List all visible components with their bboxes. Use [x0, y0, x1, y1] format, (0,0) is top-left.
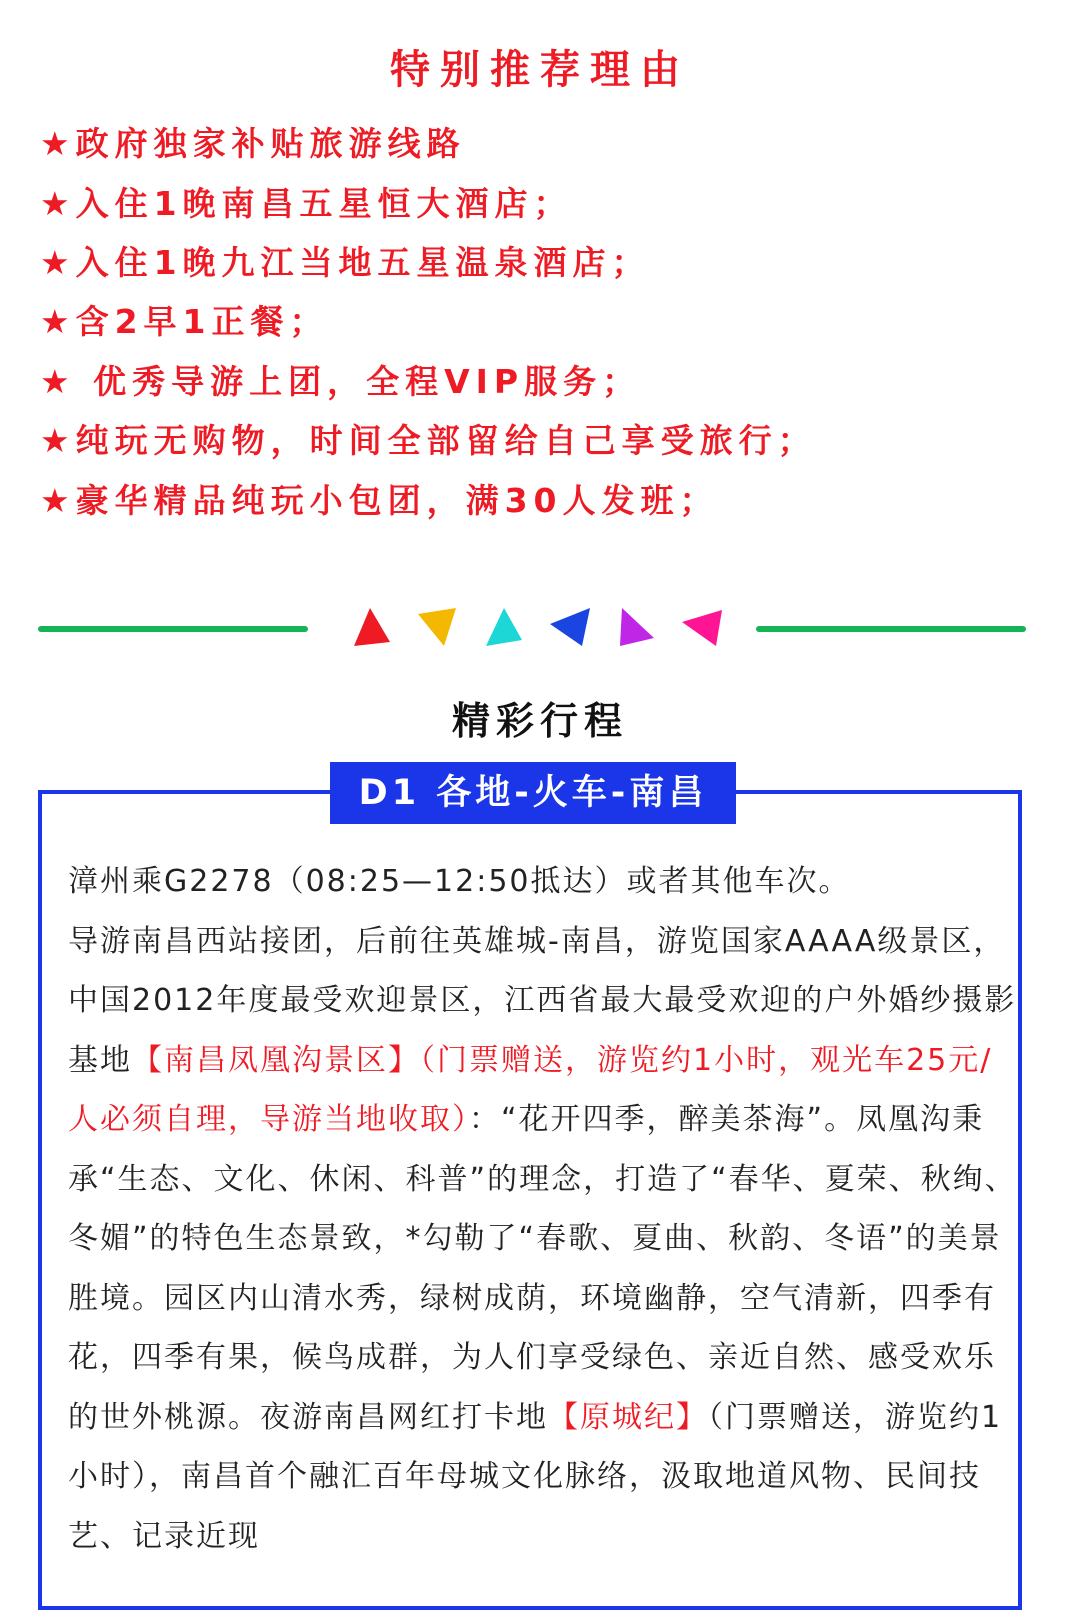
triangle-icon-pink	[680, 604, 724, 648]
reason-item: ★纯玩无购物，时间全部留给自己享受旅行；	[40, 421, 817, 460]
triangle-shape	[682, 610, 722, 646]
day-paragraph-2	[68, 912, 1018, 1567]
day-badge: D1 各地-火车-南昌	[330, 762, 736, 824]
day-text	[68, 852, 1018, 1566]
triangle-shape	[486, 608, 522, 646]
highlight-scenic-spot: 【南昌凤凰沟景区】（门票赠送，游览约1小时，观光车25元/人必须自理，导游当地收取）	[68, 1042, 993, 1137]
triangle-icon-blue	[548, 604, 592, 648]
divider-line-right	[756, 626, 1026, 632]
text-segment: ：“花开四季，醉美茶海”。凤凰沟秉承“生态、文化、休闲、科普”的理念，打造了“春华、夏荣、秋绚、冬媚”的特色生态景致，*勾勒了“春歌、夏曲、秋韵、冬语”的美景胜境。园区内山清水秀，绿树成荫，环境幽静，空气清新，四季有花，四季有果，候鸟成群，为人们享受绿色、亲近自然、感受欢乐的世外桃源。夜游南昌网红打卡地	[68, 1102, 1017, 1435]
reason-item: ★入住1晚南昌五星恒大酒店；	[40, 184, 573, 223]
triangle-shape	[418, 608, 456, 646]
reason-item: ★入住1晚九江当地五星温泉酒店；	[40, 243, 651, 282]
triangle-icon-orange	[416, 604, 460, 648]
divider-line-left	[38, 626, 308, 632]
triangle-icon-cyan	[482, 604, 526, 648]
triangle-shape	[354, 608, 390, 646]
triangle-icon-purple	[614, 604, 658, 648]
reason-item: ★含2早1正餐；	[40, 302, 329, 341]
triangle-shape	[550, 608, 590, 646]
reasons-title: 特别推荐理由	[390, 47, 690, 93]
triangle-shape	[620, 608, 654, 646]
text-segment: （门票赠送，游览约1小时），南昌首个融汇百年母城文化脉络，汲取地道风物、民间技艺、记录近现	[68, 1399, 1003, 1554]
day-paragraph-1: 漳州乘G2278（08:25—12:50抵达）或者其他车次。	[68, 864, 851, 899]
text-segment: 导游南昌西站接团，后前往英雄城-南昌，游览国家AAAA级景区，中国2012年度最受欢迎景区，江西省最大最受欢迎的户外婚纱摄影基地	[68, 923, 1017, 1078]
reason-item: ★ 优秀导游上团，全程VIP服务；	[40, 362, 642, 401]
section-title: 精彩行程	[451, 699, 628, 743]
triangle-icon-red	[350, 604, 394, 648]
reason-item: ★豪华精品纯玩小包团，满30人发班；	[40, 481, 719, 520]
reason-item: ★政府独家补贴旅游线路	[40, 124, 466, 163]
highlight-scenic-spot: 【原城纪】	[548, 1399, 708, 1435]
